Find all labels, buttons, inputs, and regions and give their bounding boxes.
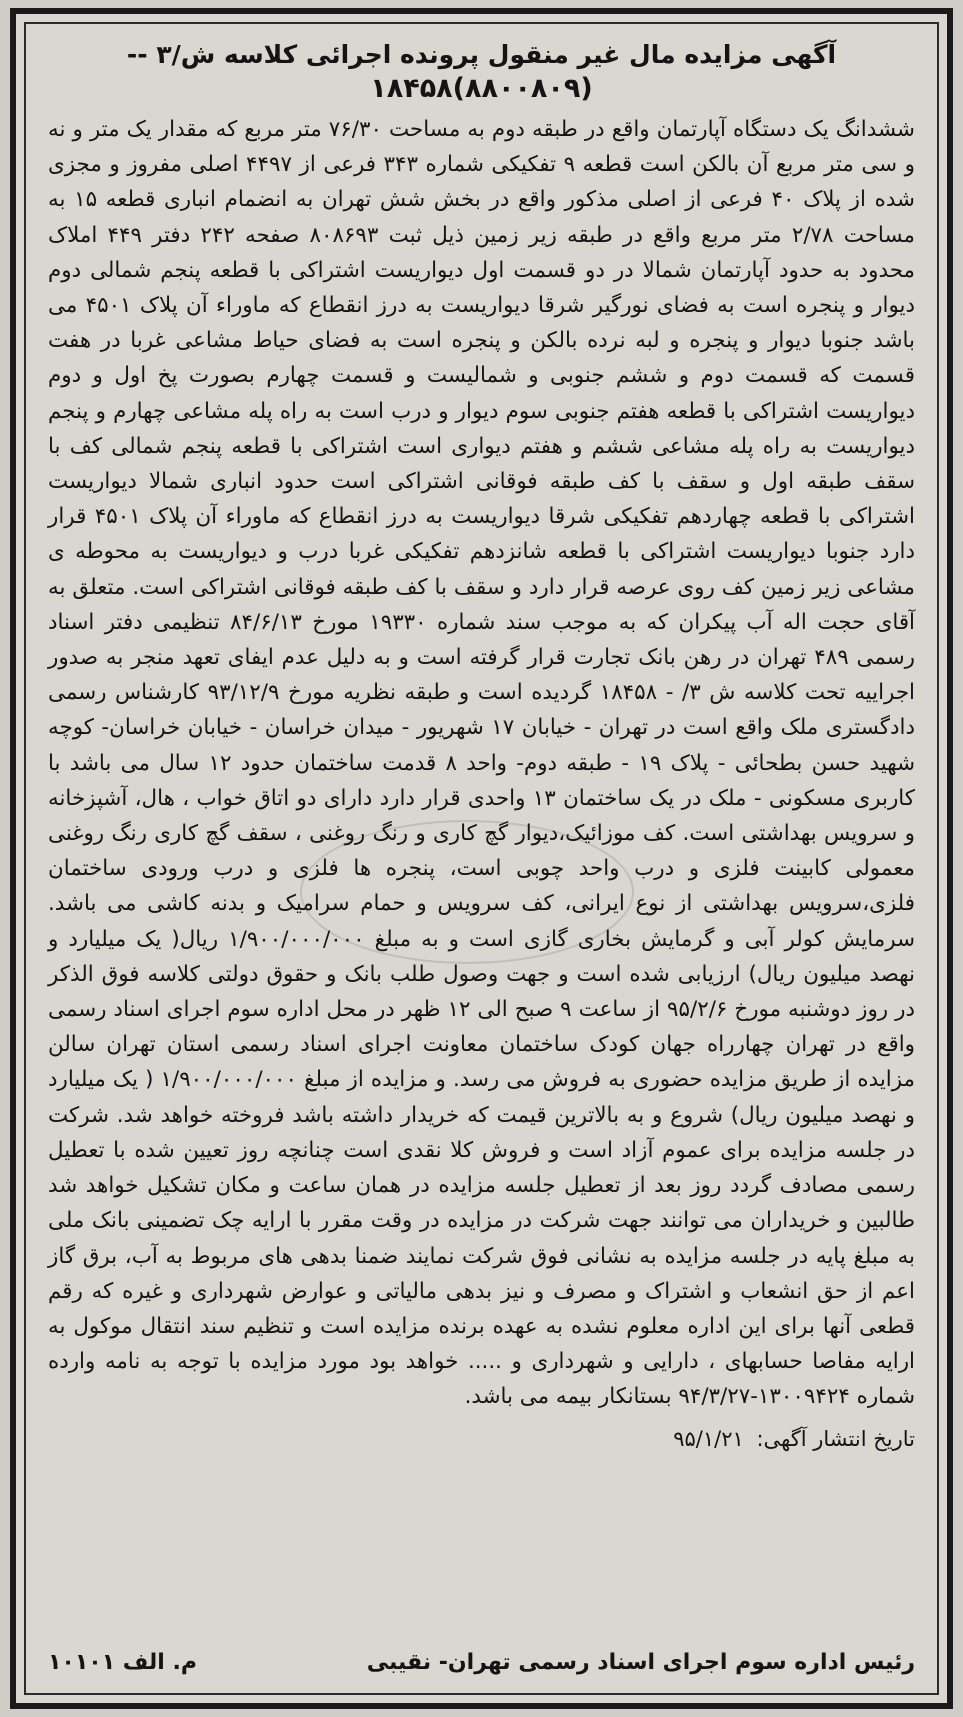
notice-border bbox=[10, 8, 953, 1709]
publication-date-label: تاریخ انتشار آگهی: bbox=[756, 1426, 915, 1451]
case-number: (۸۸۰۰۸۰۹)۱۸۴۵۸ bbox=[370, 73, 593, 104]
publication-date-row bbox=[48, 1419, 915, 1459]
notice-title: آگهی مزایده مال غیر منقول پرونده اجرائی کلاسه ش/۳ -- bbox=[126, 40, 837, 69]
notice-box bbox=[24, 22, 939, 1695]
notice-footer bbox=[48, 1650, 915, 1675]
publication-date-value: ۹۵/۱/۲۱ bbox=[673, 1426, 744, 1451]
notice-body: ششدانگ یک دستگاه آپارتمان واقع در طبقه دوم به مساحت ۷۶/۳۰ متر مربع که مقدار یک متر و نه و سی متر مربع آن بالکن است قطعه ۹ تفکیکی شماره ۳۴۳ فرعی از ۴۴۹۷ اصلی مفروز و مجزی شده از پلاک ۴۰ فرعی از اصلی مذکور واقع در بخش شش تهران به انضمام انباری قطعه ۱۵ به مساحت ۲/۷۸ متر مربع واقع در طبقه زیر زمین ذیل ثبت ۸۰۸۶۹۳ صفحه ۲۴۲ دفتر ۴۴۹ املاک محدود به حدود آپارتمان شمالا در دو قسمت اول دیواریست اشتراکی با قطعه پنجم شمالی دوم دیوار و پنجره است به فضای نورگیر شرقا دیواریست به درز انقطاع که ماوراء آن پلاک ۴۵۰۱ می باشد جنوبا دیوار و پنجره و لبه نرده بالکن و پنجره است به فضای حیاط مشاعی غربا در هفت قسمت که قسمت دوم و ششم جنوبی و شمالیست و قسمت چهارم بصورت پخ اول و دوم دیواریست اشتراکی با قطعه هفتم جنوبی سوم دیوار و درب است به راه پله مشاعی چهارم و پنجم دیواریست به راه پله مشاعی ششم و هفتم دیواری است اشتراکی با قطعه پنجم شمالی کف با سقف طبقه اول و سقف با کف طبقه فوقانی اشتراکی است حدود انباری شمالا دیواریست اشتراکی با قطعه چهاردهم تفکیکی شرقا دیواریست به درز انقطاع که ماوراء آن پلاک ۴۵۰۱ قرار دارد جنوبا دیواریست اشتراکی با قطعه شانزدهم تفکیکی غربا درب و دیواریست به محوطه ی مشاعی زیر زمین کف روی عرصه قرار دارد و سقف با کف طبقه فوقانی اشتراکی است. متعلق به آقای حجت اله آب پیکران که به موجب سند شماره ۱۹۳۳۰ مورخ ۸۴/۶/۱۳ تنظیمی دفتر اسناد رسمی ۴۸۹ تهران در رهن بانک تجارت قرار گرفته است و به دلیل عدم ایفای تعهد منجر به صدور اجراییه تحت کلاسه ش ۳/ - ۱۸۴۵۸ گردیده است و طبقه نظریه مورخ ۹۳/۱۲/۹ کارشناس رسمی دادگستری ملک واقع است در تهران - خیابان ۱۷ شهریور - میدان خراسان - خیابان خراسان- کوچه شهید حسن بطحائی - پلاک ۱۹ - طبقه دوم- واحد ۸ قدمت ساختمان حدود ۱۲ سال می باشد با کاربری مسکونی - ملک در یک ساختمان ۱۳ واحدی قرار دارد دارای دو اتاق خواب ، هال، آشپزخانه و سرویس بهداشتی است. کف موزائیک،دیوار گچ کاری و رنگ روغنی ، سقف گچ کاری رنگ روغنی معمولی کابینت فلزی و درب واحد چوبی است، پنجره ها فلزی و درب ورودی ساختمان فلزی،سرویس بهداشتی از نوع ایرانی، کف سرویس و حمام سرامیک و بدنه کاشی می باشد. سرمایش کولر آبی و گرمایش بخاری گازی است و به مبلغ ۱/۹۰۰/۰۰۰/۰۰۰ ریال( یک میلیارد و نهصد میلیون ریال) ارزیابی شده است و جهت وصول طلب بانک و حقوق دولتی کلاسه فوق الذکر در روز دوشنبه مورخ ۹۵/۲/۶ از ساعت ۹ صبح الی ۱۲ ظهر در محل اداره سوم اجرای اسناد رسمی واقع در تهران چهارراه جهان کودک ساختمان معاونت اجرای اسناد رسمی استان تهران سالن مزایده از طریق مزایده حضوری به فروش می رسد. و مزایده از مبلغ ۱/۹۰۰/۰۰۰/۰۰۰ ( یک میلیارد و نهصد میلیون ریال) شروع و به بالاترین قیمت که خریدار داشته باشد فروخته خواهد شد. شرکت در جلسه مزایده برای عموم آزاد است و فروش کلا نقدی است چنانچه روز تعیین شده با تعطیل رسمی مصادف گردد روز بعد از تعطیل جلسه مزایده در همان ساعت و مکان تشکیل خواهد شد طالبین و خریداران می توانند جهت شرکت در مزایده در وقت مقرر با ارایه چک تضمینی بانک ملی به مبلغ پایه در جلسه مزایده به نشانی فوق شرکت نمایند ضمنا بدهی های مربوط به آب، برق گاز اعم از حق انشعاب و اشتراک و مصرف و نیز بدهی مالیاتی و عوارض شهرداری و غیره که رقم قطعی آنها برای این اداره معلوم نشده به عهده برنده مزایده است و تنظیم سند انتقال موکول به ارایه مفاصا حسابهای ، دارایی و شهرداری و ..... خواهد بود مورد مزایده با توجه به نامه وارده شماره ۱۳۰۰۹۴۲۴-۹۴/۳/۲۷ بستانکار بیمه می باشد. bbox=[48, 117, 916, 1410]
footer-reference: م. الف ۱۰۱۰۱ bbox=[48, 1650, 197, 1675]
footer-signature: رئیس اداره سوم اجرای اسناد رسمی تهران- نقیبی bbox=[366, 1650, 915, 1675]
